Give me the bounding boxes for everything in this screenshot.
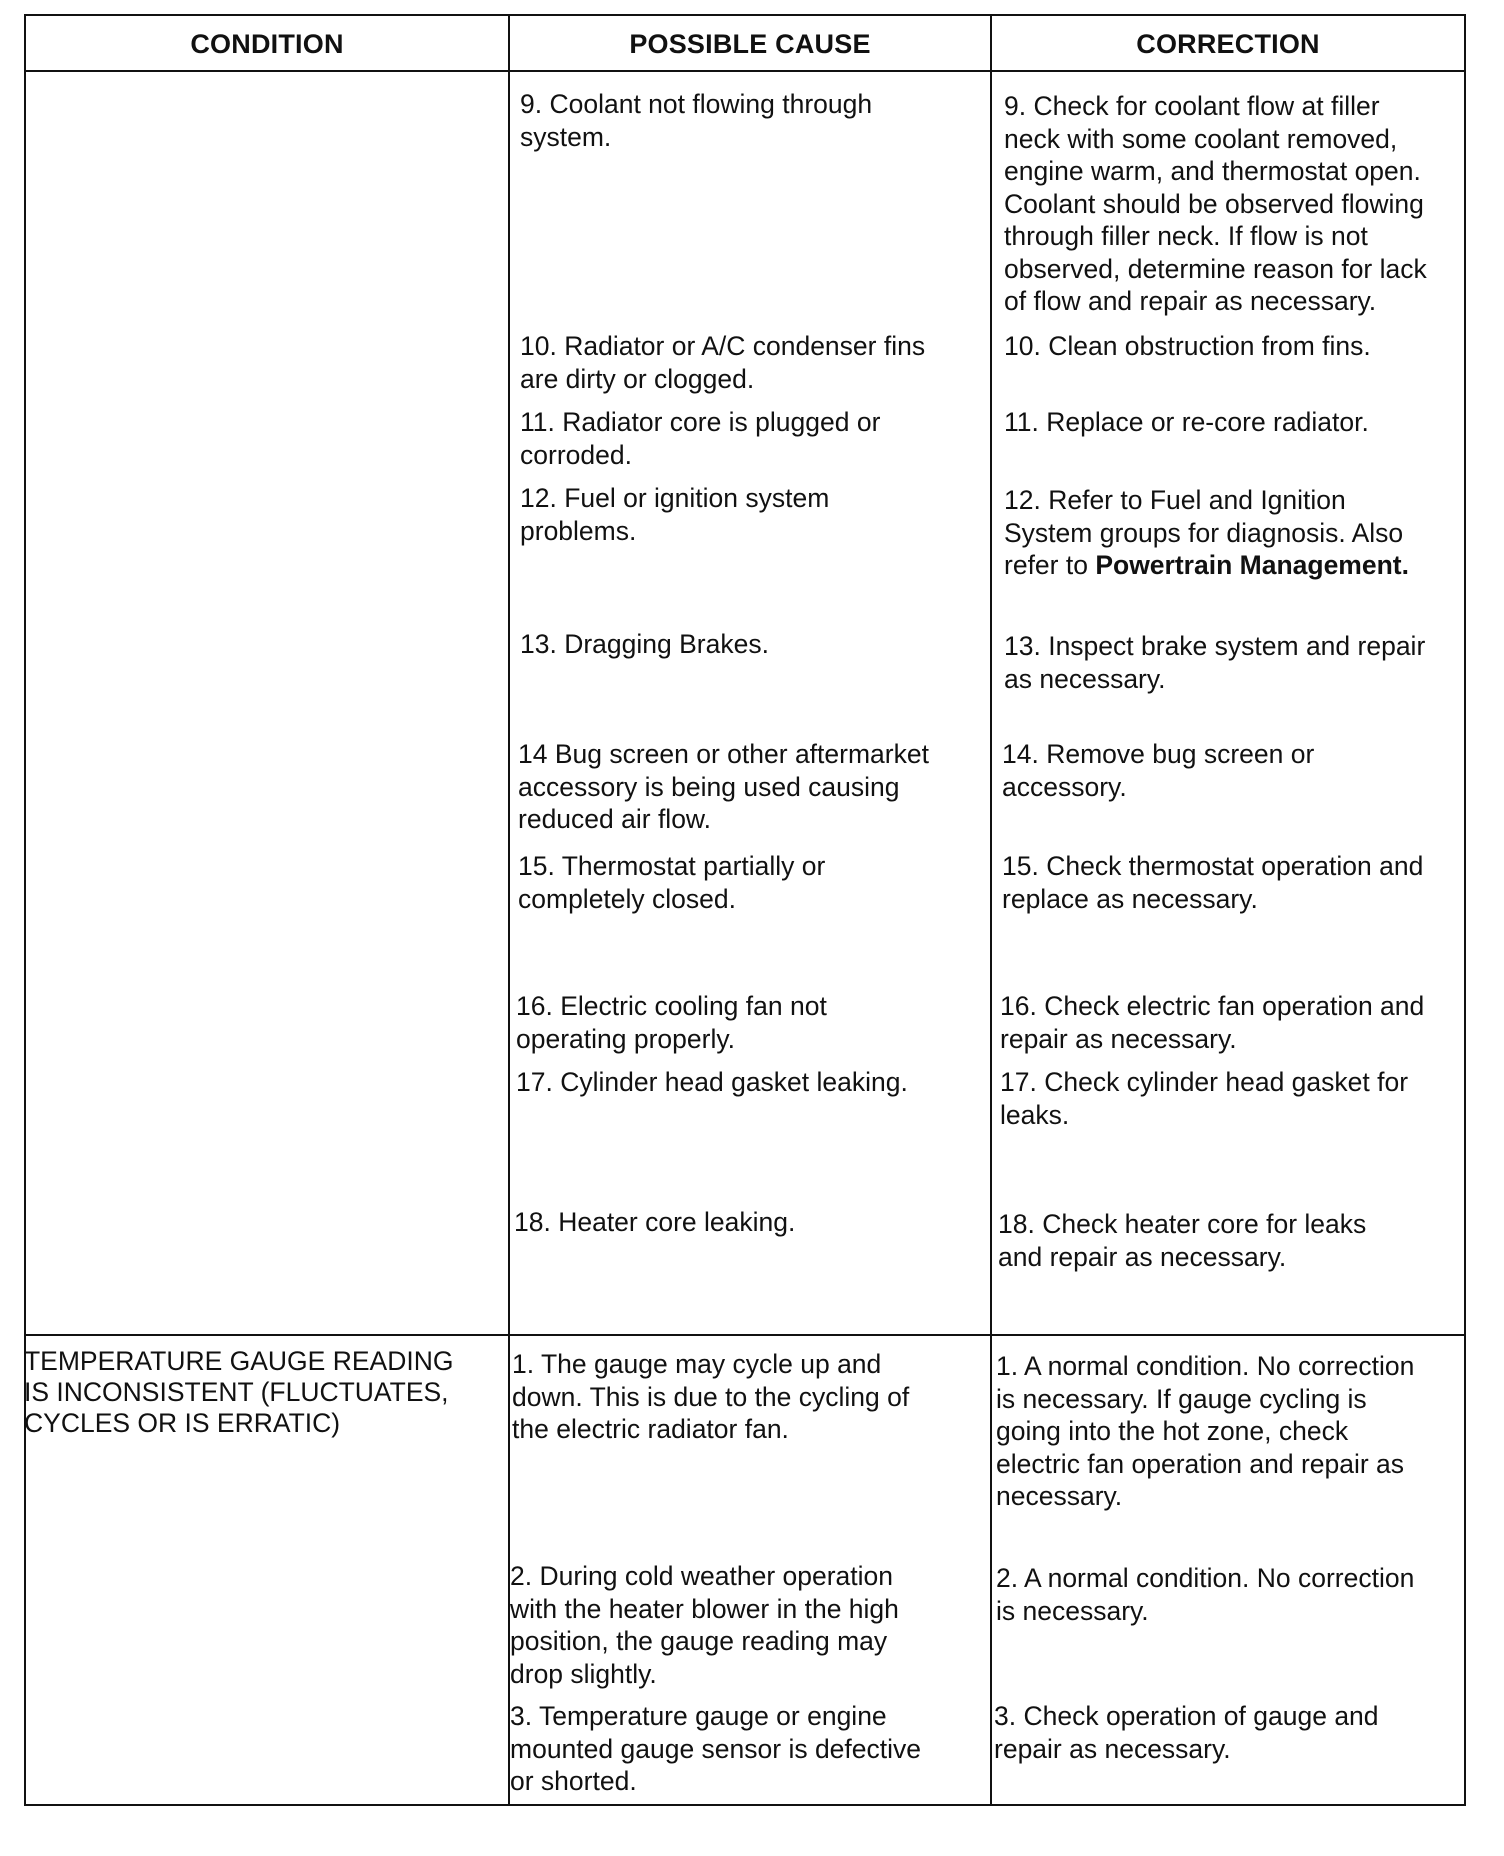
- cause-item-13: 13. Dragging Brakes.: [520, 629, 769, 659]
- row-divider: [26, 1334, 1464, 1336]
- column-divider-2: [990, 16, 992, 1804]
- correction-item-2: 2. A normal condition. No correction is necessary.: [996, 1563, 1415, 1626]
- cause-item-16: 16. Electric cooling fan not operating properly.: [516, 991, 827, 1054]
- column-divider-1: [508, 16, 510, 1804]
- correction-item-3: 3. Check operation of gauge and repair as necessary.: [994, 1701, 1379, 1764]
- correction-item-10: 10. Clean obstruction from fins.: [1004, 331, 1371, 361]
- cause-item-10: 10. Radiator or A/C condenser fins are dirty or clogged.: [520, 331, 926, 394]
- cause-item-3: 3. Temperature gauge or engine mounted gauge sensor is defective or shorted.: [510, 1701, 922, 1796]
- correction-item-9: 9. Check for coolant flow at filler neck with some coolant removed, engine warm, and thermostat open. Coolant should be observed flowing through filler neck. If flow is not observed, determine reason for lack of flow and repair as necessary.: [1004, 91, 1427, 316]
- correction-item-14: 14. Remove bug screen or accessory.: [1002, 739, 1315, 802]
- correction-item-11: 11. Replace or re-core radiator.: [1004, 407, 1369, 437]
- header-correction: CORRECTION: [1136, 28, 1320, 59]
- cause-item-12: 12. Fuel or ignition system problems.: [520, 483, 830, 546]
- correction-item-12: [1004, 484, 1409, 582]
- correction-item-17: 17. Check cylinder head gasket for leaks.: [1000, 1067, 1409, 1130]
- correction-item-15: 15. Check thermostat operation and replace as necessary.: [1002, 851, 1424, 914]
- condition-temperature-gauge: TEMPERATURE GAUGE READING IS INCONSISTENT (FLUCTUATES, CYCLES OR IS ERRATIC): [24, 1346, 454, 1438]
- correction-item-18: 18. Check heater core for leaks and repair as necessary.: [998, 1209, 1367, 1272]
- correction-item-16: 16. Check electric fan operation and repair as necessary.: [1000, 991, 1425, 1054]
- cause-item-9: 9. Coolant not flowing through system.: [520, 89, 873, 152]
- header-condition: CONDITION: [190, 28, 344, 59]
- diagnosis-table: [24, 14, 1466, 1806]
- correction-item-13: 13. Inspect brake system and repair as necessary.: [1004, 631, 1426, 694]
- cause-item-15: 15. Thermostat partially or completely closed.: [518, 851, 826, 914]
- cause-item-18: 18. Heater core leaking.: [514, 1207, 796, 1237]
- cause-item-17: 17. Cylinder head gasket leaking.: [516, 1067, 908, 1097]
- cause-item-14: 14 Bug screen or other aftermarket accessory is being used causing reduced air flow.: [518, 739, 929, 834]
- cause-item-11: 11. Radiator core is plugged or corroded.: [520, 407, 881, 470]
- correction-item-1: 1. A normal condition. No correction is necessary. If gauge cycling is going into the hot zone, check electric fan operation and repair as necessary.: [996, 1351, 1415, 1511]
- cause-item-2: 2. During cold weather operation with the heater blower in the high position, the gauge reading may drop slightly.: [510, 1561, 899, 1689]
- powertrain-management-ref: Powertrain Management.: [1095, 550, 1409, 580]
- cause-item-1: 1. The gauge may cycle up and down. This is due to the cycling of the electric radiator fan.: [512, 1349, 910, 1444]
- header-possible-cause: POSSIBLE CAUSE: [629, 28, 871, 59]
- correction-item-12-text: 12. Refer to Fuel and Ignition System groups for diagnosis. Also refer to: [1004, 485, 1404, 580]
